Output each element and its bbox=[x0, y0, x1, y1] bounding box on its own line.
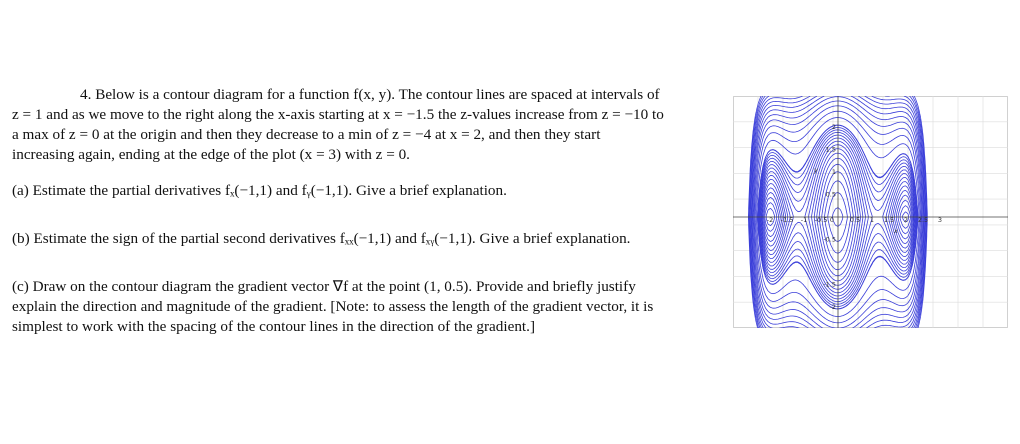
contour-svg bbox=[733, 96, 1008, 328]
y-tick-label: 0.5 bbox=[825, 190, 836, 199]
x-axis-label: x bbox=[894, 227, 898, 235]
part-b: (b) Estimate the sign of the partial second derivatives fₓₓ(−1,1) and fₓᵧ(−1,1). Give a brief explanation. bbox=[12, 230, 631, 247]
x-tick-label: -1 bbox=[800, 216, 808, 224]
y-tick-label: -2 bbox=[829, 303, 836, 311]
x-tick-label: 3 bbox=[937, 216, 943, 224]
x-tick-label: 1.5 bbox=[883, 216, 895, 224]
x-tick-label: 0 bbox=[829, 216, 835, 224]
intro-line-4: increasing again, ending at the edge of the plot (x = 3) with z = 0. bbox=[12, 146, 410, 163]
intro-line-3: a max of z = 0 at the origin and then they decrease to a min of z = −4 at x = 2, and then they start bbox=[12, 126, 601, 143]
y-axis-label: y bbox=[814, 166, 818, 174]
x-tick-label: -0.5 bbox=[814, 216, 828, 224]
problem-text bbox=[12, 85, 734, 337]
intro-line-1: 4. Below is a contour diagram for a function f(x, y). The contour lines are spaced at intervals of bbox=[80, 86, 660, 103]
y-tick-label: -1.5 bbox=[823, 280, 836, 289]
part-c-line-2: explain the direction and magnitude of the gradient. [Note: to assess the length of the gradient vector, it is bbox=[12, 298, 654, 315]
intro-line-2: z = 1 and as we move to the right along the x-axis starting at x = −1.5 the z-values increase from z = −10 to bbox=[12, 106, 664, 123]
x-tick-label: 2.5 bbox=[917, 216, 929, 224]
y-tick-label: 1.5 bbox=[825, 145, 836, 154]
x-tick-label: -1.5 bbox=[780, 216, 794, 224]
y-tick-label: -0.5 bbox=[823, 235, 836, 244]
plot-frame bbox=[734, 97, 1008, 328]
x-tick-label: 1 bbox=[869, 216, 875, 224]
part-a: (a) Estimate the partial derivatives fₓ(−1,1) and fᵧ(−1,1). Give a brief explanation. bbox=[12, 182, 507, 199]
x-tick-label: 2 bbox=[903, 216, 909, 224]
y-tick-label: 2 bbox=[831, 123, 836, 131]
x-tick-label: 0.5 bbox=[849, 216, 861, 224]
x-tick-label: -2 bbox=[766, 216, 774, 224]
part-c-line-3: simplest to work with the spacing of the contour lines in the direction of the gradient.] bbox=[12, 318, 536, 335]
y-tick-label: 1 bbox=[831, 168, 836, 176]
contour-plot bbox=[733, 96, 1008, 328]
part-c-line-1: (c) Draw on the contour diagram the gradient vector ∇f at the point (1, 0.5). Provide and briefly justify bbox=[12, 278, 636, 295]
